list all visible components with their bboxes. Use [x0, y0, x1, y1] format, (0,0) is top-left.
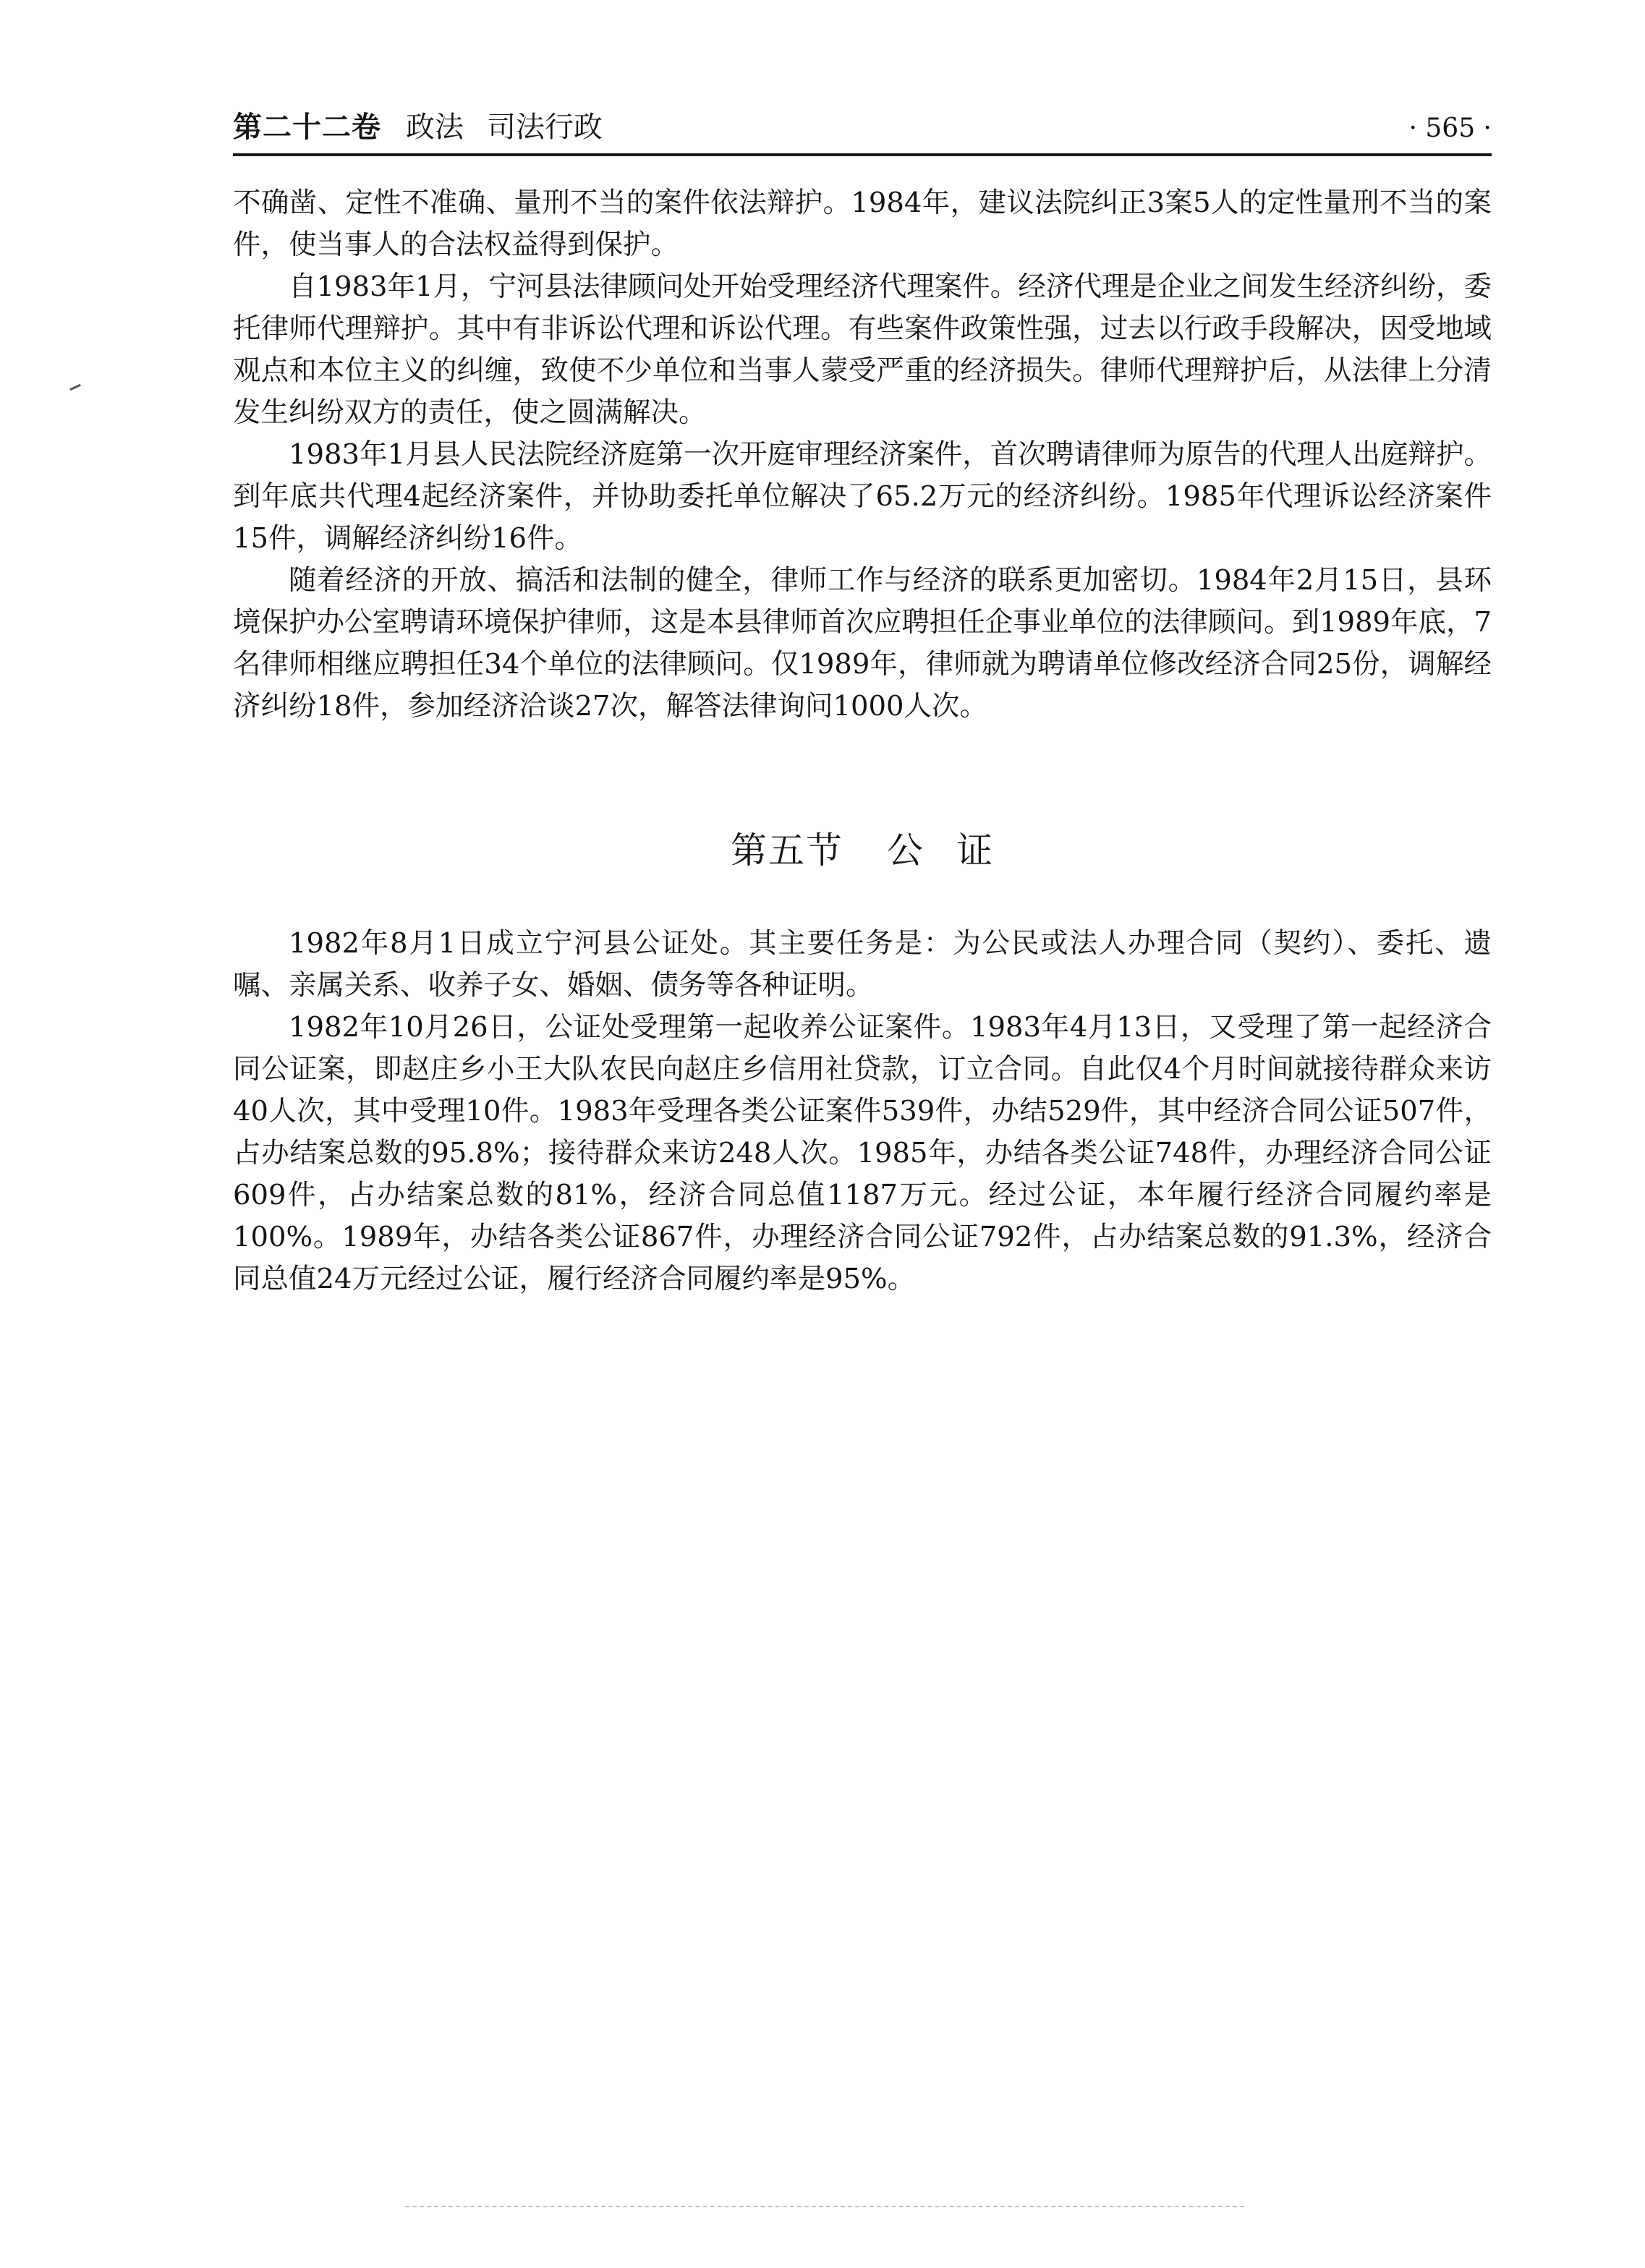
section-title-char: 证: [956, 830, 994, 871]
section-body-text: [233, 923, 1492, 1300]
header-divider: [233, 153, 1492, 156]
subsection-label: 司法行政: [487, 111, 603, 144]
paragraph: 1982年8月1日成立宁河县公证处。其主要任务是：为公民或法人办理合同（契约）、委托、遗嘱、亲属关系、收养子女、婚姻、债务等各种证明。: [233, 927, 1492, 1002]
header-title: [233, 107, 603, 148]
volume-label: 第二十二卷: [233, 111, 381, 144]
paragraph: 1982年10月26日，公证处受理第一起收养公证案件。1983年4月13日，又受理了第一起经济合同公证案，即赵庄乡小王大队农民向赵庄乡信用社贷款，订立合同。自此仅4个月时间就接待群众来访40人次，其中受理10件。1983年受理各类公证案件539件，办结529件，其中经济合同公证507件，占办结案总数的95.8%；接待群众来访248人次。1985年，办结各类公证748件，办理经济合同公证609件，占办结案总数的81%，经济合同总值1187万元。经过公证，本年履行经济合同履约率是100%。1989年，办结各类公证867件，办理经济合同公证792件，占办结案总数的91.3%，经济合同总值24万元经过公证，履行经济合同履约率是95%。: [233, 1011, 1492, 1295]
running-header: [233, 101, 1492, 152]
scan-artifact-line: [405, 2206, 1244, 2207]
section-number: 第五节: [731, 830, 843, 871]
paragraph: 1983年1月县人民法院经济庭第一次开庭审理经济案件，首次聘请律师为原告的代理人出庭辩护。到年底共代理4起经济案件，并协助委托单位解决了65.2万元的经济纠纷。1985年代理诉讼经济案件15件，调解经济纠纷16件。: [233, 438, 1492, 555]
body-text: [233, 182, 1492, 728]
page-number: · 565 ·: [1408, 114, 1492, 143]
section-label: 政法: [406, 111, 464, 144]
paragraph: 随着经济的开放、搞活和法制的健全，律师工作与经济的联系更加密切。1984年2月15日，县环境保护办公室聘请环境保护律师，这是本县律师首次应聘担任企事业单位的法律顾问。到1989年底，7名律师相继应聘担任34个单位的法律顾问。仅1989年，律师就为聘请单位修改经济合同25份，调解经济纠纷18件，参加经济洽谈27次，解答法律询问1000人次。: [233, 564, 1492, 722]
section-title-char: 公: [887, 830, 924, 871]
section-heading: [233, 824, 1492, 877]
scan-speck: [69, 384, 81, 391]
paragraph: 自1983年1月，宁河县法律顾问处开始受理经济代理案件。经济代理是企业之间发生经济纠纷，委托律师代理辩护。其中有非诉讼代理和诉讼代理。有些案件政策性强，过去以行政手段解决，因受地域观点和本位主义的纠缠，致使不少单位和当事人蒙受严重的经济损失。律师代理辩护后，从法律上分清发生纠纷双方的责任，使之圆满解决。: [233, 270, 1492, 429]
paragraph-continued: 不确凿、定性不准确、量刑不当的案件依法辩护。1984年，建议法院纠正3案5人的定性量刑不当的案件，使当事人的合法权益得到保护。: [233, 187, 1492, 261]
